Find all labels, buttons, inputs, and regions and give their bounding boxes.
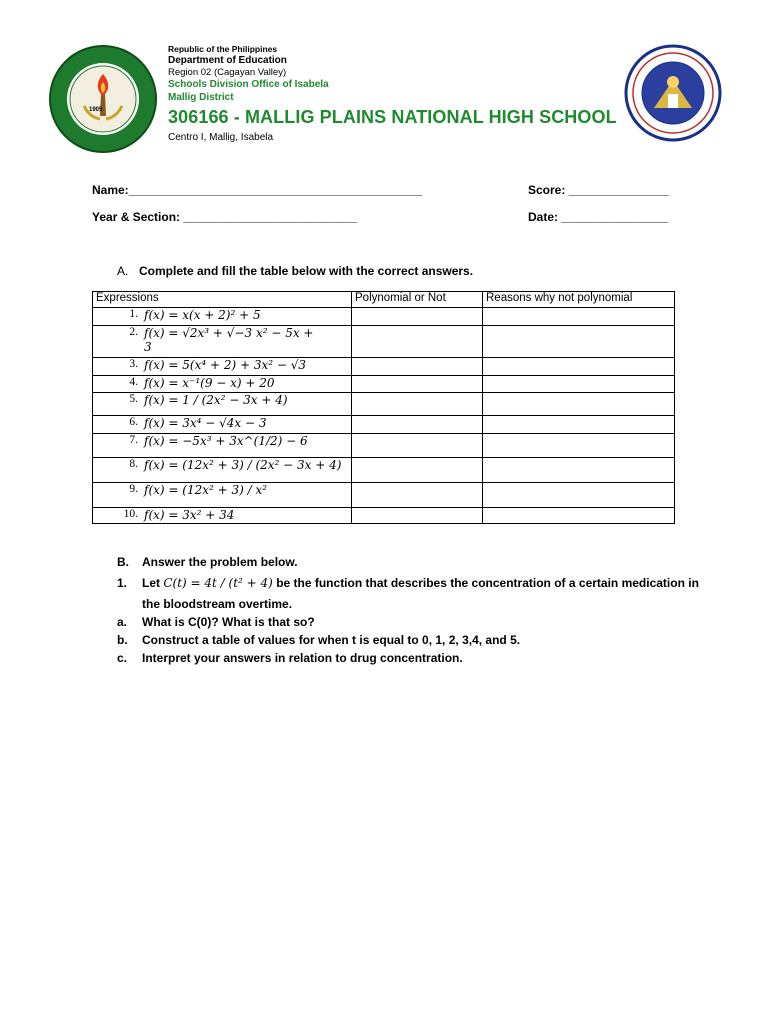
- section-a-letter: A.: [117, 264, 129, 278]
- table-header-row: [93, 292, 675, 308]
- school-address: Centro I, Mallig, Isabela: [168, 131, 274, 143]
- score-field: Score: _______________: [528, 183, 669, 197]
- problem-1-number: 1.: [117, 576, 128, 590]
- item-b-label: b.: [117, 633, 128, 647]
- deped-isabela-seal: [48, 44, 158, 154]
- item-c-label: c.: [117, 651, 128, 665]
- section-a-text: Complete and fill the table below with the correct answers.: [139, 264, 474, 278]
- expression: f(x) = x(x + 2)² + 5: [144, 308, 261, 322]
- row-number: 2.: [129, 326, 138, 338]
- table-row: [93, 434, 675, 458]
- answer-cell-polynomial[interactable]: [352, 393, 483, 416]
- row-number: 6.: [129, 416, 138, 428]
- item-a-text: What is C(0)? What is that so?: [142, 615, 315, 629]
- answer-cell-reason[interactable]: [483, 508, 675, 524]
- seal-year: 1905: [89, 107, 103, 113]
- date-field: Date: ________________: [528, 210, 669, 224]
- expression: f(x) = 5(x⁴ + 2) + 3x² − √3: [144, 358, 307, 372]
- answer-cell-reason[interactable]: [483, 416, 675, 434]
- expression: f(x) = x⁻¹(9 − x) + 20: [144, 376, 275, 390]
- letterhead: [168, 44, 618, 144]
- answer-cell-polynomial[interactable]: [352, 308, 483, 326]
- answer-cell-polynomial[interactable]: [352, 458, 483, 483]
- problem-1-pre: Let: [142, 576, 160, 590]
- answer-cell-polynomial[interactable]: [352, 416, 483, 434]
- row-number: 3.: [129, 358, 138, 370]
- problem-item-a: [117, 615, 315, 629]
- section-b-letter: B.: [117, 555, 129, 569]
- col-polynomial: Polynomial or Not: [352, 292, 483, 308]
- expression: f(x) = (12x² + 3) / x²: [144, 483, 268, 497]
- answer-cell-polynomial[interactable]: [352, 376, 483, 393]
- row-number: 9.: [129, 483, 138, 495]
- year-section-field: Year & Section: __________________________: [92, 210, 357, 224]
- deped-national-seal: [624, 44, 722, 142]
- expression: f(x) = √2x³ + √−3 x² − 5x + 3: [144, 326, 314, 354]
- table-row: [93, 508, 675, 524]
- answer-cell-reason[interactable]: [483, 376, 675, 393]
- problem-1-post: be the function that describes the concentration of a certain medication in: [276, 576, 699, 590]
- table-row: [93, 308, 675, 326]
- expression: f(x) = 3x² + 34: [144, 508, 235, 522]
- district-label: Mallig District: [168, 91, 234, 103]
- expression: f(x) = 3x⁴ − √4x − 3: [144, 416, 267, 430]
- problem-1-continuation: the bloodstream overtime.: [142, 597, 293, 611]
- row-number: 5.: [129, 393, 138, 405]
- school-name: 306166 - MALLIG PLAINS NATIONAL HIGH SCHOOL: [168, 107, 617, 127]
- answer-cell-reason[interactable]: [483, 326, 675, 358]
- problem-item-b: [117, 633, 520, 647]
- answer-cell-polynomial[interactable]: [352, 483, 483, 508]
- table-row: [93, 458, 675, 483]
- table-row: [93, 376, 675, 393]
- region-label: Region 02 (Cagayan Valley): [168, 67, 287, 79]
- expression: f(x) = (12x² + 3) / (2x² − 3x + 4): [144, 458, 342, 472]
- row-number: 4.: [129, 376, 138, 388]
- item-c-text: Interpret your answers in relation to drug concentration.: [142, 651, 463, 665]
- answer-cell-reason[interactable]: [483, 358, 675, 376]
- row-number: 8.: [129, 458, 138, 470]
- answer-cell-polynomial[interactable]: [352, 326, 483, 358]
- table-row: [93, 393, 675, 416]
- table-row: [93, 483, 675, 508]
- expression: f(x) = 1 / (2x² − 3x + 4): [144, 393, 288, 407]
- item-a-label: a.: [117, 615, 128, 629]
- expressions-table: [92, 291, 675, 524]
- row-number: 10.: [123, 508, 138, 520]
- item-b-text: Construct a table of values for when t is equal to 0, 1, 2, 3,4, and 5.: [142, 633, 521, 647]
- table-row: [93, 358, 675, 376]
- answer-cell-reason[interactable]: [483, 308, 675, 326]
- col-expressions: Expressions: [93, 292, 352, 308]
- section-b-text: Answer the problem below.: [142, 555, 298, 569]
- answer-cell-polynomial[interactable]: [352, 508, 483, 524]
- section-b-instruction: [117, 555, 298, 569]
- problem-item-c: [117, 651, 463, 665]
- answer-cell-reason[interactable]: [483, 483, 675, 508]
- answer-cell-polynomial[interactable]: [352, 434, 483, 458]
- table-row: [93, 416, 675, 434]
- answer-cell-polynomial[interactable]: [352, 358, 483, 376]
- answer-cell-reason[interactable]: [483, 458, 675, 483]
- department-label: Department of Education: [168, 54, 287, 66]
- col-reasons: Reasons why not polynomial: [483, 292, 675, 308]
- row-number: 1.: [129, 308, 138, 320]
- row-number: 7.: [129, 434, 138, 446]
- section-a-instruction: [117, 264, 473, 278]
- table-row: [93, 326, 675, 358]
- answer-cell-reason[interactable]: [483, 393, 675, 416]
- expression: f(x) = −5x³ + 3x^(1/2) − 6: [144, 434, 308, 448]
- division-label: Schools Division Office of Isabela: [168, 79, 329, 90]
- answer-cell-reason[interactable]: [483, 434, 675, 458]
- function-expression: C(t) = 4t / (t² + 4): [163, 576, 273, 590]
- name-field: Name:____________________________________________: [92, 183, 423, 197]
- republic-label: Republic of the Philippines: [168, 44, 278, 54]
- problem-1: [117, 576, 699, 590]
